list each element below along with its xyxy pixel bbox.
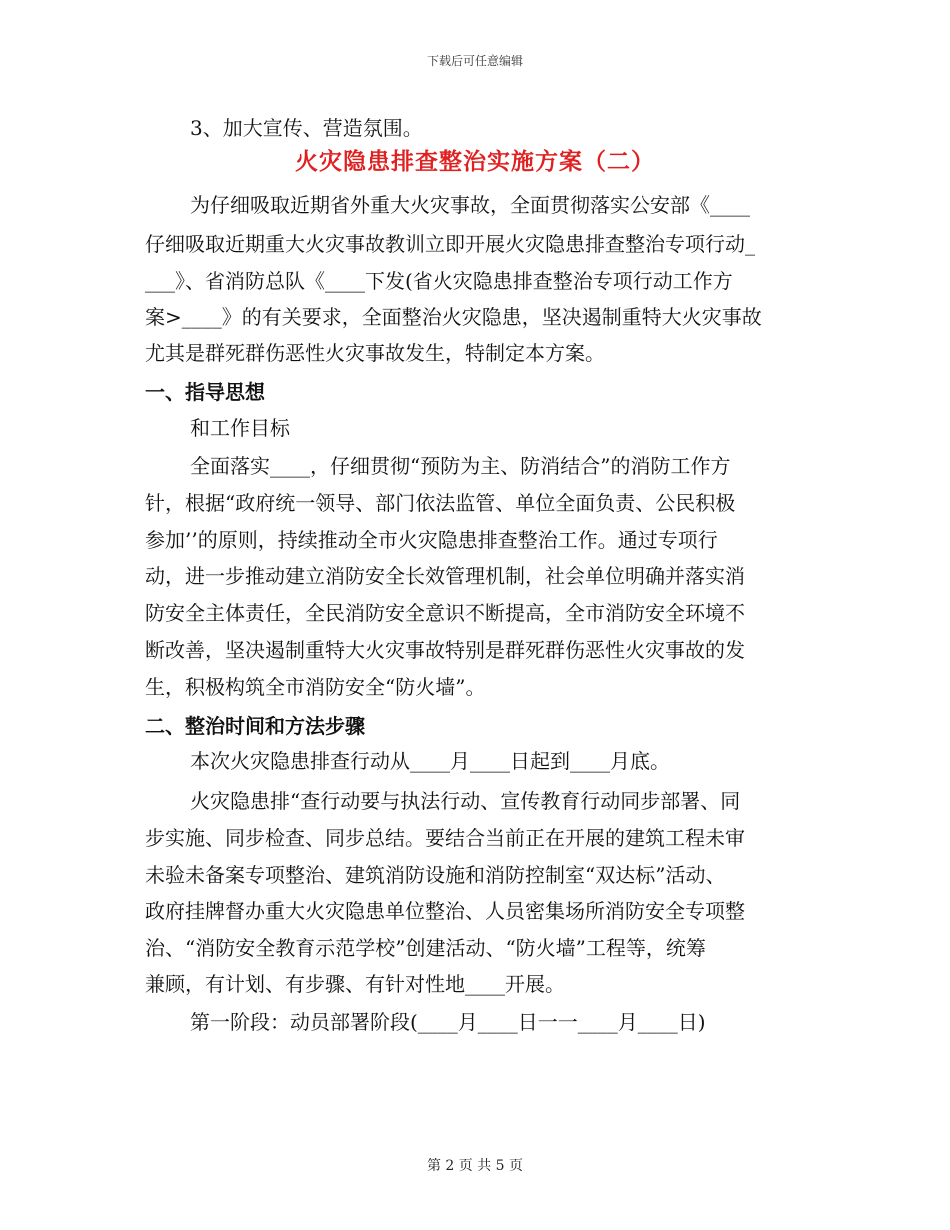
- paragraph-line: 为仔细吸取近期省外重大火灾事故，全面贯彻落实公安部《____: [190, 193, 750, 217]
- paragraph-line: 动，进一步推动建立消防安全长效管理机制，社会单位明确并落实消: [145, 564, 745, 588]
- paragraph-line: 案>____》的有关要求，全面整治火灾隐患，坚决遏制重特大火灾事故: [145, 305, 762, 329]
- paragraph-line: 防安全主体责任，全民消防安全意识不断提高，全市消防安全环境不: [145, 601, 745, 625]
- paragraph-line: 3、加大宣传、营造氛围。: [190, 116, 423, 140]
- paragraph-line: 治、“消防安全教育示范学校”创建活动、“防火墙”工程等，统筹: [145, 936, 706, 960]
- paragraph-line: 未验未备案专项整治、建筑消防设施和消防控制室“双达标”活动、: [145, 863, 726, 887]
- paragraph-line: 政府挂牌督办重大火灾隐患单位整治、人员密集场所消防安全专项整: [145, 899, 745, 923]
- paragraph-line: 本次火灾隐患排查行动从____月____日起到____月底。: [190, 749, 670, 773]
- paragraph-line: 生，积极构筑全市消防安全“防火墙”。: [145, 675, 486, 699]
- paragraph-line: 第一阶段：动员部署阶段(____月____日一一____月____日): [190, 1010, 706, 1034]
- paragraph-line: 火灾隐患排“查行动要与执法行动、宣传教育行动同步部署、同: [190, 789, 741, 813]
- page-header-note: 下载后可任意编辑: [426, 54, 523, 68]
- paragraph-line: ___》、省消防总队《____下发(省火灾隐患排查整治专项行动工作方: [145, 269, 733, 293]
- paragraph-line: 仔细吸取近期重大火灾事故教训立即开展火灾隐患排查整治专项行动_: [145, 232, 755, 256]
- paragraph-line: 针，根据“政府统一领导、部门依法监管、单位全面负责、公民积极: [145, 491, 736, 515]
- section-heading-guiding-ideology: 一、指导思想: [145, 380, 265, 404]
- paragraph-line: 尤其是群死群伤恶性火灾事故发生，特制定本方案。: [145, 341, 605, 365]
- paragraph-line: 全面落实____，仔细贯彻“预防为主、防消结合”的消防工作方: [190, 454, 731, 478]
- paragraph-line: 兼顾，有计划、有步骤、有针对性地____开展。: [145, 972, 565, 996]
- section-heading-time-and-steps: 二、整治时间和方法步骤: [145, 714, 365, 738]
- document-title: 火灾隐患排查整治实施方案（二）: [295, 148, 655, 175]
- page-number-footer: 第 2 页 共 5 页: [426, 1158, 524, 1174]
- paragraph-line: 和工作目标: [190, 416, 290, 440]
- paragraph-line: 步实施、同步检查、同步总结。要结合当前正在开展的建筑工程未审: [145, 826, 745, 850]
- paragraph-line: 参加’’的原则，持续推动全市火灾隐患排查整治工作。通过专项行: [145, 528, 718, 552]
- paragraph-line: 断改善，坚决遏制重特大火灾事故特别是群死群伤恶性火灾事故的发: [145, 638, 745, 662]
